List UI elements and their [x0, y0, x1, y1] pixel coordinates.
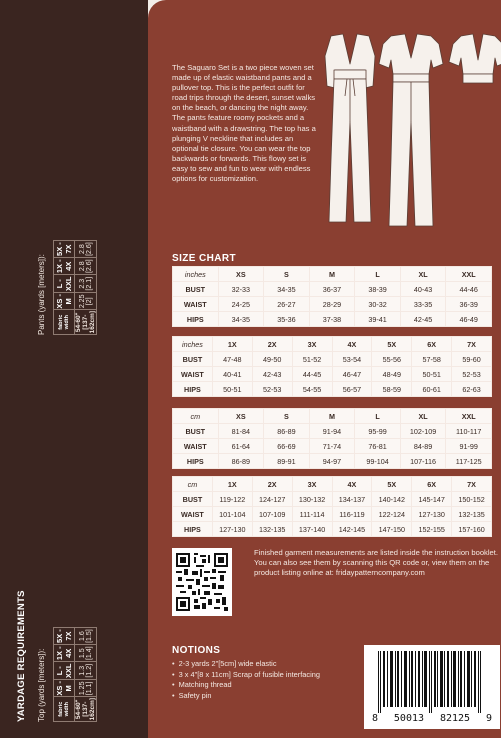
size-chart-cm-standard: cm XS S M L XL XXL BUST 81-84 86-89 91-94 95-99 102-109 110-117 WAIST 61-64 66-69 71-74 76-81 84-89 91-99 HIPS 86-89 89-91 94-97 99-104 107-116 117-125: [172, 408, 492, 469]
table-row: HIPS 50-51 52-53 54-55 56-57 58-59 60-61 62-63: [173, 382, 492, 397]
list-item: • 2-3 yards 2"[5cm] wide elastic: [172, 659, 320, 670]
list-item: • 3 x 4"[8 x 11cm] Scrap of fusible interfacing: [172, 670, 320, 681]
table-row: BUST 81-84 86-89 91-94 95-99 102-109 110-117: [173, 424, 492, 439]
measurements-note: Finished garment measurements are listed inside the instruction booklet. You can also see them by scanning this QR code or, view them on the product listing online at: fridaypatterncompany.com: [254, 548, 498, 578]
list-item: • Safety pin: [172, 691, 320, 702]
jumpsuit-sleeveless-illustration: [325, 34, 375, 222]
yardage-title: YARDAGE REQUIREMENTS: [16, 590, 27, 722]
size-chart-cm-plus: cm 1X 2X 3X 4X 5X 6X 7X BUST 119-122 124-127 130-132 134-137 140-142 145-147 150-152 WAIST 101-104 107-109 111-114 116-119 122-124 127-130 132-135 HIPS 127-130 132-135 137-140 142-145 147-150 152-155 157-160: [172, 476, 492, 537]
table-row: WAIST 101-104 107-109 111-114 116-119 122-124 127-130 132-135: [173, 507, 492, 522]
table-row: BUST 47-48 49-50 51-52 53-54 55-56 57-58 59-60: [173, 352, 492, 367]
garment-illustrations: [313, 30, 501, 230]
table-row: HIPS 86-89 89-91 94-97 99-104 107-116 117-125: [173, 454, 492, 469]
yardage-requirements: [0, 0, 148, 738]
notions-list: [172, 659, 320, 701]
size-chart-title: SIZE CHART: [172, 253, 236, 264]
pants-yardage-table: fabric width XS - M L - XXL 1X - 4X 5X - 7X 54-60" [137-162cm] 2.25 [2] 2.3 [2.1] 2.8 [2.6] 2.8 [2.6]: [55, 242, 96, 334]
table-row: HIPS 34-35 35-36 37-38 39-41 42-45 46-49: [173, 312, 492, 327]
top-yardage-label: Top (yards [meters]):: [37, 648, 46, 722]
barcode: [364, 645, 500, 729]
list-item: • Matching thread: [172, 680, 320, 691]
top-yardage-table: fabric width XS - M L - XXL 1X - 4X 5X - 7X 54-60" [137-162cm] 1.25 [1.1] 1.3 [1.2] 1.5 [1.4] 1.6 [1.5]: [55, 629, 96, 721]
table-row: BUST 119-122 124-127 130-132 134-137 140-142 145-147 150-152: [173, 492, 492, 507]
jumpsuit-sleeve-illustration: [379, 34, 443, 226]
cropped-top-illustration: [449, 34, 501, 83]
barcode-number: 8 50013 82125 9: [371, 713, 492, 724]
pants-yardage-label: Pants (yards [meters]):: [37, 254, 46, 335]
size-chart-inches-standard: inches XS S M L XL XXL BUST 32-33 34-35 36-37 38-39 40-43 44-46 WAIST 24-25 26-27 28-29 30-32 33-35 36-39 HIPS 34-35 35-36 37-38 39-41 42-45 46-49: [172, 266, 492, 327]
pattern-description: The Saguaro Set is a two piece woven set made up of elastic waistband pants and a pullover top. This is the perfect outfit for road trips through the desert, sunset walks on the beach, or dancing the night away. The pants feature roomy pockets and a waistband with a drawstring. The top has a plunging V neckline that includes an optional tie closure. You can wear the top backwards or forwards. This flowy set is easy to sew and fun to wear with endless options for customization.: [172, 63, 316, 184]
qr-code-icon: [176, 553, 228, 611]
notions-title: NOTIONS: [172, 645, 221, 656]
barcode-icon: [364, 645, 500, 713]
size-chart-inches-plus: inches 1X 2X 3X 4X 5X 6X 7X BUST 47-48 49-50 51-52 53-54 55-56 57-58 59-60 WAIST 40-41 42-43 44-45 46-47 48-49 50-51 52-53 HIPS 50-51 52-53 54-55 56-57 58-59 60-61 62-63: [172, 336, 492, 397]
table-row: WAIST 24-25 26-27 28-29 30-32 33-35 36-39: [173, 297, 492, 312]
table-row: HIPS 127-130 132-135 137-140 142-145 147-150 152-155 157-160: [173, 522, 492, 537]
main-panel: [148, 0, 501, 738]
qr-code[interactable]: [172, 548, 232, 616]
table-row: WAIST 40-41 42-43 44-45 46-47 48-49 50-51 52-53: [173, 367, 492, 382]
table-row: WAIST 61-64 66-69 71-74 76-81 84-89 91-99: [173, 439, 492, 454]
table-row: BUST 32-33 34-35 36-37 38-39 40-43 44-46: [173, 282, 492, 297]
